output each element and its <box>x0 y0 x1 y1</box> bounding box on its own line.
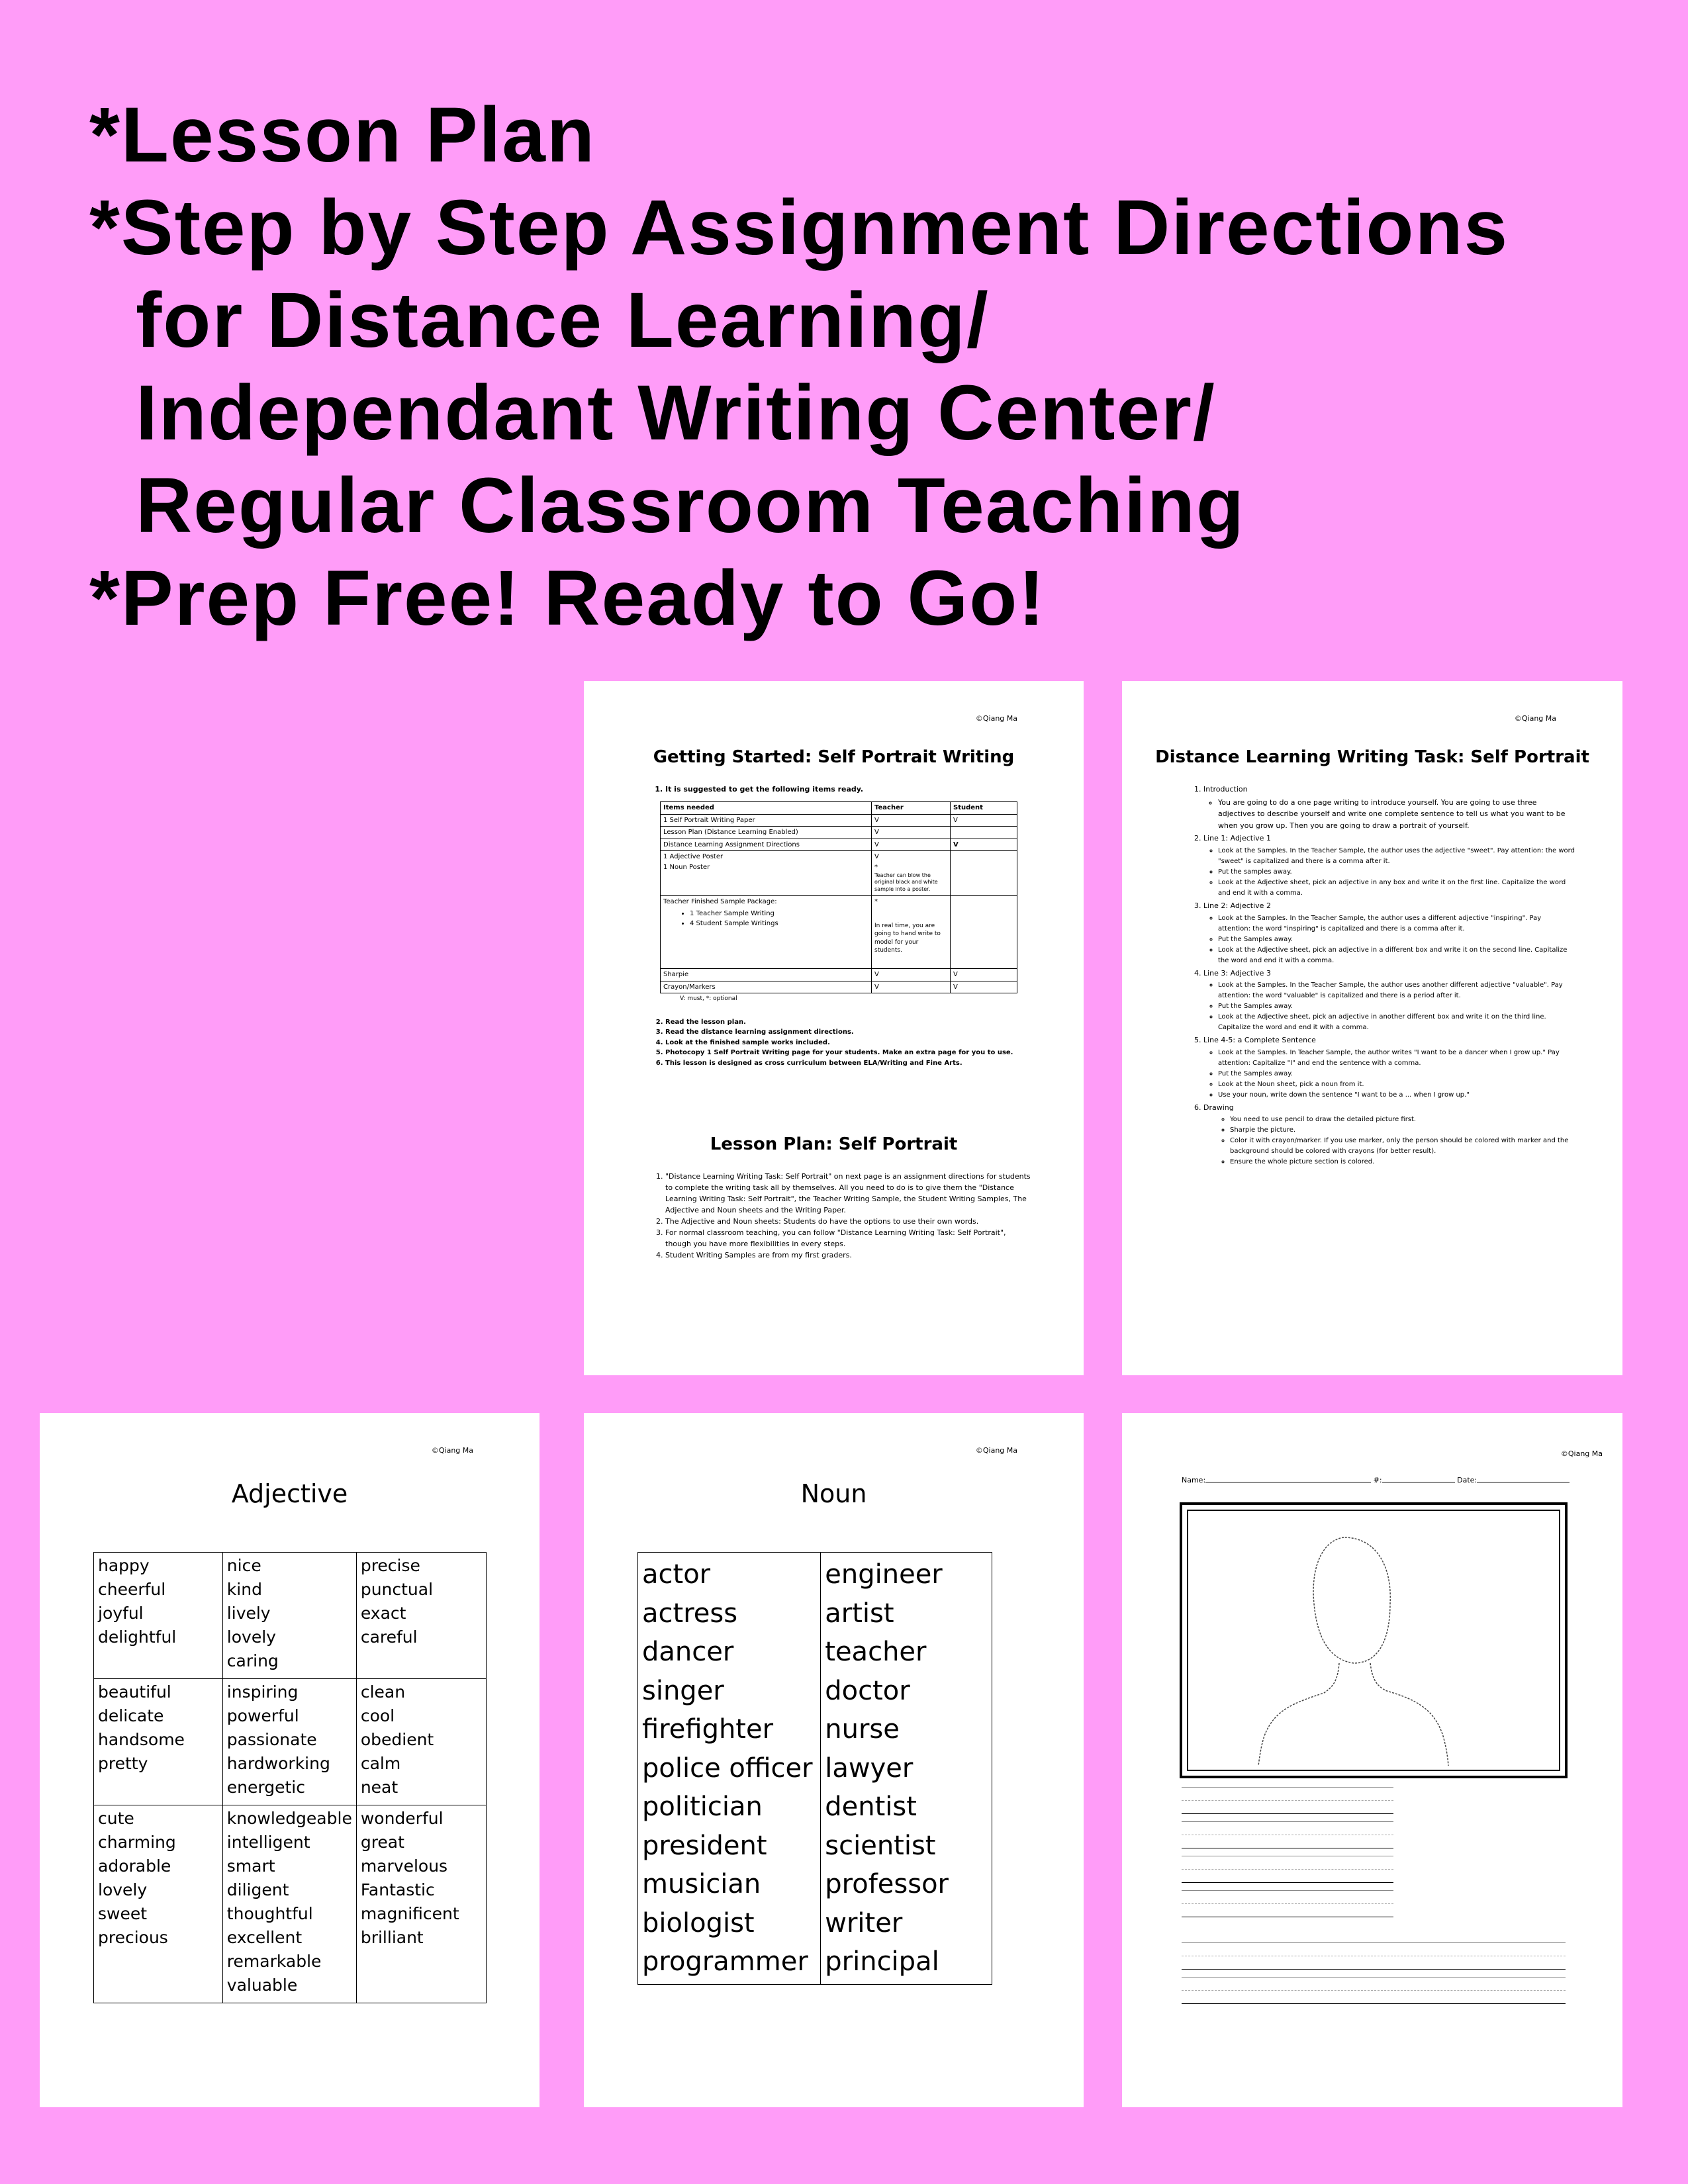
section-heading: Line 4-5: a Complete Sentence <box>1203 1036 1316 1045</box>
task-section <box>1203 1102 1575 1168</box>
step-item: 3. Read the distance learning assignment directions. <box>665 1027 1044 1038</box>
item-sub: • 1 Teacher Sample Writing <box>690 909 868 919</box>
adjective-word: inspiring <box>226 1682 299 1702</box>
section-bullet: ◦ Look at the Samples. In Teacher Sample, the author writes "I want to be a dancer when I grow up." Pay attention: Capitalize "I" and end the sentence with a comma. <box>1218 1048 1575 1069</box>
adjective-word: precious <box>98 1928 168 1947</box>
item-text: 1 Adjective Poster <box>663 853 724 861</box>
section-bullet: ◦ Put the Samples away. <box>1218 1069 1575 1079</box>
copyright-label: ©Qiang Ma <box>975 714 1017 723</box>
lesson-step: 2. The Adjective and Noun sheets: Students do have the options to use their own words. <box>665 1216 1031 1227</box>
noun-column <box>638 1553 821 1985</box>
adjective-cell <box>222 1679 356 1805</box>
noun-column <box>821 1553 992 1985</box>
adjective-word: knowledgeable <box>226 1809 352 1828</box>
table-row <box>661 969 1017 981</box>
student-cell: V <box>951 814 1017 827</box>
headline-line-3: for Distance Learning/ <box>136 277 990 364</box>
adjective-word: excellent <box>226 1928 303 1947</box>
teacher-cell: V <box>872 839 951 851</box>
items-table <box>660 801 1017 993</box>
adjective-word: lovely <box>226 1627 276 1647</box>
table-row <box>661 827 1017 839</box>
item-cell <box>661 851 872 896</box>
adjective-title: Adjective <box>231 1479 348 1508</box>
adjective-word: magnificent <box>360 1904 459 1923</box>
step-item: 5. Photocopy 1 Self Portrait Writing page for your students. Make an extra page for you to use. <box>665 1048 1044 1058</box>
adjective-word: adorable <box>98 1856 171 1876</box>
section-bullet: ◦ Look at the Samples. In the Teacher Sample, the author uses another different adjective "valuable". Pay attention: the word "valuable" is capitalized and there is a period after it. <box>1218 980 1575 1001</box>
noun-word: singer <box>642 1675 724 1706</box>
headline-line-1: *Lesson Plan <box>89 91 596 179</box>
section-heading: Line 3: Adjective 3 <box>1203 968 1271 978</box>
getting-started-title: Getting Started: Self Portrait Writing <box>653 747 1015 767</box>
date-label: Date: <box>1457 1476 1477 1484</box>
item-sub: • 4 Student Sample Writings <box>690 919 868 929</box>
section-bullet: ◦ Color it with crayon/marker. If you use marker, only the person should be colored with marker and the background should be colored with crayons (for better result). <box>1230 1136 1575 1157</box>
adjective-word: lovely <box>98 1880 148 1899</box>
section-bullet: ◦ You are going to do a one page writing to introduce yourself. You are going to use three adjectives to describe yourself and write one complete sentence to tell us what you want to be when you grow up. Then you are going to draw a portrait of yourself. <box>1218 797 1575 832</box>
adjective-word: cute <box>98 1809 134 1828</box>
noun-word: musician <box>642 1869 761 1899</box>
step-item: 2. Read the lesson plan. <box>665 1017 1044 1028</box>
student-cell: V <box>951 839 1017 851</box>
adjective-cell <box>94 1553 223 1679</box>
distance-task-body <box>1185 784 1575 1169</box>
teacher-mark: * <box>874 898 878 906</box>
item-cell: Lesson Plan (Distance Learning Enabled) <box>661 827 872 839</box>
task-section <box>1203 968 1575 1034</box>
noun-title: Noun <box>800 1479 867 1508</box>
adjective-word: sweet <box>98 1904 148 1923</box>
adjective-word: beautiful <box>98 1682 171 1702</box>
getting-started-page <box>584 681 1084 1375</box>
adjective-word: cheerful <box>98 1580 166 1599</box>
writing-line[interactable] <box>1182 1890 1393 1891</box>
noun-word: doctor <box>825 1675 910 1706</box>
noun-word: artist <box>825 1598 894 1629</box>
copyright-label: ©Qiang Ma <box>1560 1449 1603 1458</box>
section-heading: Drawing <box>1203 1103 1234 1112</box>
item-cell: Distance Learning Assignment Directions <box>661 839 872 851</box>
section-heading: Line 2: Adjective 2 <box>1203 901 1271 910</box>
noun-word: nurse <box>825 1714 900 1745</box>
table-row <box>638 1553 992 1985</box>
adjective-word: clean <box>360 1682 406 1702</box>
adjective-word: diligent <box>226 1880 289 1899</box>
adjective-word: thoughtful <box>226 1904 313 1923</box>
items-header-teacher: Teacher <box>872 802 951 815</box>
writing-line[interactable] <box>1182 1969 1566 1970</box>
adjective-word: obedient <box>360 1730 434 1749</box>
task-section <box>1203 900 1575 966</box>
writing-line[interactable] <box>1182 1903 1393 1904</box>
noun-word: police officer <box>642 1752 813 1784</box>
lesson-step: 4. Student Writing Samples are from my first graders. <box>665 1250 1031 1261</box>
item-cell <box>661 896 872 969</box>
writing-line[interactable] <box>1182 1869 1393 1870</box>
item-cell: 1 Self Portrait Writing Paper <box>661 814 872 827</box>
section-bullet: ◦ Put the samples away. <box>1218 867 1575 878</box>
table-row <box>661 814 1017 827</box>
writing-line[interactable] <box>1182 1977 1566 1978</box>
noun-word: principal <box>825 1946 939 1977</box>
table-legend: V: must, *: optional <box>680 995 737 1003</box>
adjective-cell <box>222 1553 356 1679</box>
teacher-cell: V <box>872 981 951 993</box>
section-bullet: ◦ Look at the Adjective sheet, pick an adjective in another different box and write it on the third line. Capitalize the word and end it with a comma. <box>1218 1012 1575 1033</box>
lesson-step: 3. For normal classroom teaching, you can follow "Distance Learning Writing Task: Self Portrait", though you have more flexibilities in every steps. <box>665 1227 1031 1250</box>
adjective-word: valuable <box>226 1976 298 1995</box>
number-label: #: <box>1373 1476 1382 1484</box>
headline-line-4: Independant Writing Center/ <box>136 369 1216 457</box>
lesson-plan-title: Lesson Plan: Self Portrait <box>710 1134 958 1154</box>
noun-word: actor <box>642 1559 711 1590</box>
adjective-word: happy <box>98 1556 150 1575</box>
adjective-word: pretty <box>98 1754 148 1773</box>
teacher-note: In real time, you are going to hand write to model for your students. <box>874 922 941 954</box>
noun-word: dancer <box>642 1637 734 1667</box>
adjective-word: great <box>360 1833 404 1852</box>
student-cell <box>951 827 1017 839</box>
adjective-word: brilliant <box>360 1928 424 1947</box>
adjective-cell <box>94 1679 223 1805</box>
adjective-cell <box>222 1805 356 2003</box>
writing-line[interactable] <box>1182 2003 1566 2004</box>
adjective-word: charming <box>98 1833 176 1852</box>
noun-word: politician <box>642 1792 763 1822</box>
adjective-page <box>40 1413 539 2107</box>
lesson-step: 1. "Distance Learning Writing Task: Self Portrait" on next page is an assignment directions for students to complete the writing task all by themselves. All you need to do is to give them the "Distance Learning Writing Task: Self Portrait", the Teacher Writing Sample, the Student Writing Samples, The Adjective and Noun sheets and the Writing Paper. <box>665 1171 1031 1216</box>
items-header-student: Student <box>951 802 1017 815</box>
task-section <box>1203 784 1575 831</box>
drawing-frame[interactable] <box>1180 1502 1568 1778</box>
distance-task-page <box>1122 681 1622 1375</box>
noun-word: lawyer <box>825 1752 914 1784</box>
section-bullet: ◦ Look at the Samples. In the Teacher Sample, the author uses the adjective "sweet". Pay attention: the word "sweet" is capitalized and there is a comma after it. <box>1218 846 1575 867</box>
table-row <box>94 1553 487 1679</box>
adjective-word: punctual <box>360 1580 434 1599</box>
writing-line[interactable] <box>1182 1942 1566 1943</box>
adjective-word: intelligent <box>226 1833 310 1852</box>
student-cell: V <box>951 969 1017 981</box>
noun-word: teacher <box>825 1637 927 1667</box>
item-text: 1 Noun Poster <box>663 863 710 871</box>
adjective-word: nice <box>226 1556 261 1575</box>
noun-word: firefighter <box>642 1714 774 1745</box>
writing-line[interactable] <box>1182 1990 1566 1991</box>
student-cell <box>951 851 1017 896</box>
drawing-frame-inner <box>1187 1510 1560 1771</box>
teacher-note: Teacher can blow the original black and white sample into a poster. <box>874 872 938 892</box>
table-row <box>661 851 1017 896</box>
writing-line[interactable] <box>1182 1787 1393 1788</box>
teacher-cell: V <box>872 814 951 827</box>
adjective-cell <box>356 1805 486 2003</box>
items-header-items: Items needed <box>661 802 872 815</box>
writing-line[interactable] <box>1182 1800 1393 1801</box>
distance-task-title: Distance Learning Writing Task: Self Portrait <box>1155 747 1589 767</box>
adjective-word: kind <box>226 1580 262 1599</box>
adjective-cell <box>356 1553 486 1679</box>
adjective-word: delicate <box>98 1706 164 1725</box>
adjective-word: smart <box>226 1856 275 1876</box>
copyright-label: ©Qiang Ma <box>1514 714 1556 723</box>
noun-word: programmer <box>642 1946 808 1977</box>
task-section <box>1203 1034 1575 1101</box>
table-row <box>661 839 1017 851</box>
teacher-cell: V <box>872 969 951 981</box>
writing-line[interactable] <box>1182 1813 1393 1814</box>
item-cell: Sharpie <box>661 969 872 981</box>
noun-word: dentist <box>825 1792 917 1822</box>
name-label: Name: <box>1182 1476 1206 1484</box>
teacher-mark: * <box>874 863 878 871</box>
section-bullet: ◦ Put the Samples away. <box>1218 1001 1575 1012</box>
writing-line[interactable] <box>1182 1821 1393 1822</box>
section-heading: Introduction <box>1203 785 1248 794</box>
writing-line[interactable] <box>1182 1882 1393 1883</box>
adjective-cell <box>94 1805 223 2003</box>
adjective-word: lively <box>226 1604 271 1623</box>
table-row <box>661 896 1017 969</box>
teacher-cell: V <box>872 827 951 839</box>
table-row <box>94 1679 487 1805</box>
noun-table <box>637 1552 992 1985</box>
adjective-word: delightful <box>98 1627 177 1647</box>
copyright-label: ©Qiang Ma <box>431 1446 473 1455</box>
teacher-mark: V <box>874 853 879 861</box>
getting-started-intro: 1. It is suggested to get the following items ready. <box>665 784 1044 795</box>
adjective-table <box>93 1552 487 2003</box>
task-section <box>1203 833 1575 899</box>
noun-word: professor <box>825 1869 949 1899</box>
table-row <box>94 1805 487 2003</box>
headline-line-2: *Step by Step Assignment Directions <box>89 184 1509 271</box>
headline-line-5: Regular Classroom Teaching <box>136 462 1245 549</box>
student-cell <box>951 896 1017 969</box>
getting-started-body <box>647 784 1044 1068</box>
section-heading: Line 1: Adjective 1 <box>1203 834 1271 843</box>
adjective-word: marvelous <box>360 1856 448 1876</box>
section-bullet: ◦ Ensure the whole picture section is colored. <box>1230 1157 1575 1167</box>
teacher-cell <box>872 896 951 969</box>
adjective-word: neat <box>360 1778 399 1797</box>
noun-word: engineer <box>825 1559 943 1590</box>
section-bullet: ◦ Use your noun, write down the sentence "I want to be a ... when I grow up." <box>1218 1090 1575 1101</box>
adjective-cell <box>356 1679 486 1805</box>
lesson-plan-body <box>647 1171 1031 1261</box>
noun-word: scientist <box>825 1830 936 1861</box>
item-text: Teacher Finished Sample Package: <box>663 898 777 906</box>
adjective-word: powerful <box>226 1706 299 1725</box>
noun-page <box>584 1413 1084 2107</box>
section-bullet: ◦ You need to use pencil to draw the detailed picture first. <box>1230 1115 1575 1125</box>
adjective-word: calm <box>360 1754 401 1773</box>
adjective-word: wonderful <box>360 1809 444 1828</box>
noun-word: actress <box>642 1598 738 1629</box>
writing-paper-page <box>1122 1413 1622 2107</box>
adjective-word: Fantastic <box>360 1880 435 1899</box>
header-fields <box>1182 1476 1570 1484</box>
portrait-sketch-icon <box>1188 1511 1559 1769</box>
adjective-word: hardworking <box>226 1754 330 1773</box>
adjective-word: energetic <box>226 1778 305 1797</box>
noun-word: president <box>642 1830 767 1861</box>
table-row <box>661 981 1017 993</box>
section-bullet: ◦ Put the Samples away. <box>1218 934 1575 945</box>
adjective-word: exact <box>360 1604 406 1623</box>
noun-word: biologist <box>642 1907 755 1938</box>
adjective-word: precise <box>360 1556 420 1575</box>
copyright-label: ©Qiang Ma <box>975 1446 1017 1455</box>
adjective-word: handsome <box>98 1730 185 1749</box>
section-bullet: ◦ Look at the Noun sheet, pick a noun from it. <box>1218 1079 1575 1090</box>
step-item: 4. Look at the finished sample works included. <box>665 1038 1044 1048</box>
adjective-word: remarkable <box>226 1952 322 1971</box>
step-item: 6. This lesson is designed as cross curriculum between ELA/Writing and Fine Arts. <box>665 1058 1044 1069</box>
headline-line-6: *Prep Free! Ready to Go! <box>89 555 1046 642</box>
teacher-cell <box>872 851 951 896</box>
section-bullet: ◦ Sharpie the picture. <box>1230 1125 1575 1136</box>
student-cell: V <box>951 981 1017 993</box>
item-cell: Crayon/Markers <box>661 981 872 993</box>
adjective-word: cool <box>360 1706 395 1725</box>
adjective-word: passionate <box>226 1730 317 1749</box>
section-bullet: ◦ Look at the Adjective sheet, pick an adjective in any box and write it on the first line. Capitalize the word and end it with a comma. <box>1218 878 1575 899</box>
adjective-word: caring <box>226 1651 279 1670</box>
section-bullet: ◦ Look at the Adjective sheet, pick an adjective in a different box and write it on the second line. Capitalize the word and end it with a comma. <box>1218 945 1575 966</box>
section-bullet: ◦ Look at the Samples. In the Teacher Sample, the author uses a different adjective "inspiring". Pay attention: the word "inspiring" is capitalized and there is a comma after it. <box>1218 913 1575 934</box>
adjective-word: joyful <box>98 1604 144 1623</box>
adjective-word: careful <box>360 1627 418 1647</box>
noun-word: writer <box>825 1907 903 1938</box>
